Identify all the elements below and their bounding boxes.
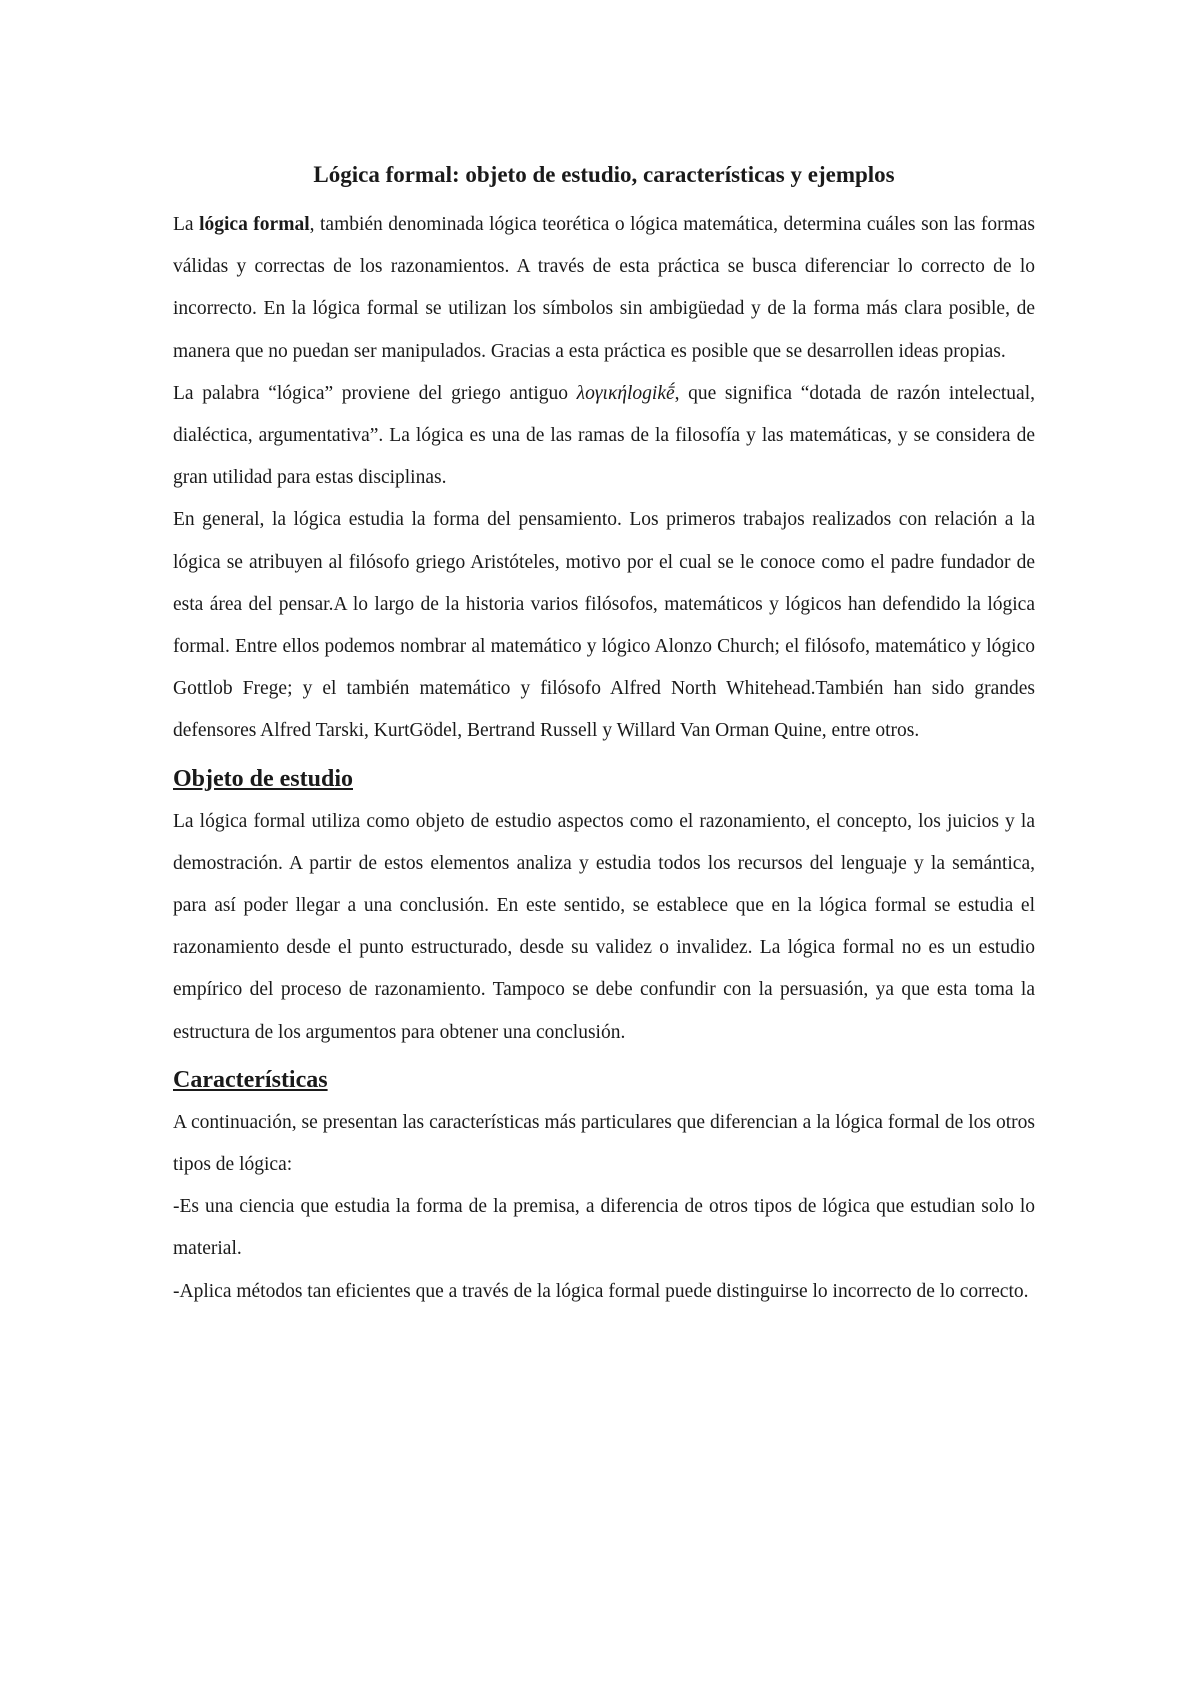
list-item: -Es una ciencia que estudia la forma de la premisa, a diferencia de otros tipos de lógica que estudian solo lo material. xyxy=(173,1196,1035,1260)
intro-paragraph-1 xyxy=(173,204,1035,373)
intro-p2-greek: λογικήlogikḗ xyxy=(576,382,675,404)
intro-paragraph-3: En general, la lógica estudia la forma del pensamiento. Los primeros trabajos realizados con relación a la lógica se atribuyen al filósofo griego Aristóteles, motivo por el cual se le conoce como el padre fundador de esta área del pensar.A lo largo de la historia varios filósofos, matemáticos y lógicos han defendido la lógica formal. Entre ellos podemos nombrar al matemático y lógico Alonzo Church; el filósofo, matemático y lógico Gottlob Frege; y el también matemático y filósofo Alfred North Whitehead.También han sido grandes defensores Alfred Tarski, KurtGödel, Bertrand Russell y Willard Van Orman Quine, entre otros. xyxy=(173,509,1035,742)
list-item: -Aplica métodos tan eficientes que a través de la lógica formal puede distinguirse lo incorrecto de lo correcto. xyxy=(173,1280,1029,1302)
section-heading-objeto: Objeto de estudio xyxy=(173,765,353,792)
caracteristicas-intro: A continuación, se presentan las características más particulares que diferencian a la lógica formal de los otros tipos de lógica: xyxy=(173,1111,1035,1176)
intro-p1-rest: , también denominada lógica teorética o lógica matemática, determina cuáles son las formas válidas y correctas de los razonamientos. A través de esta práctica se busca diferenciar lo correcto de lo incorrecto. En la lógica formal se utilizan los símbolos sin ambigüedad y de la forma más clara posible, de manera que no puedan ser manipulados. Gracias a esta práctica es posible que se desarrollen ideas propias. xyxy=(173,214,1035,362)
objeto-paragraph: La lógica formal utiliza como objeto de estudio aspectos como el razonamiento, el concepto, los juicios y la demostración. A partir de estos elementos analiza y estudia todos los recursos del lenguaje y la semántica, para así poder llegar a una conclusión. En este sentido, se establece que en la lógica formal se estudia el razonamiento desde el punto estructurado, desde su validez o invalidez. La lógica formal no es un estudio empírico del proceso de razonamiento. Tampoco se debe confundir con la persuasión, ya que esta toma la estructura de los argumentos para obtener una conclusión. xyxy=(173,810,1035,1043)
intro-paragraph-2 xyxy=(173,373,1035,500)
intro-p2-rest: , que significa “dotada de razón intelectual, dialéctica, argumentativa”. La lógica es una de las ramas de la filosofía y las matemáticas, y se considera de gran utilidad para estas disciplinas. xyxy=(173,382,1036,489)
intro-p1-start: La xyxy=(173,214,194,235)
intro-p2-start: La palabra “lógica” proviene del griego antiguo xyxy=(173,382,569,404)
section-heading-caracteristicas: Características xyxy=(173,1066,328,1093)
intro-p1-term: lógica formal xyxy=(199,214,310,235)
page-title: Lógica formal: objeto de estudio, características y ejemplos xyxy=(313,162,895,187)
document-body xyxy=(173,160,1035,1313)
